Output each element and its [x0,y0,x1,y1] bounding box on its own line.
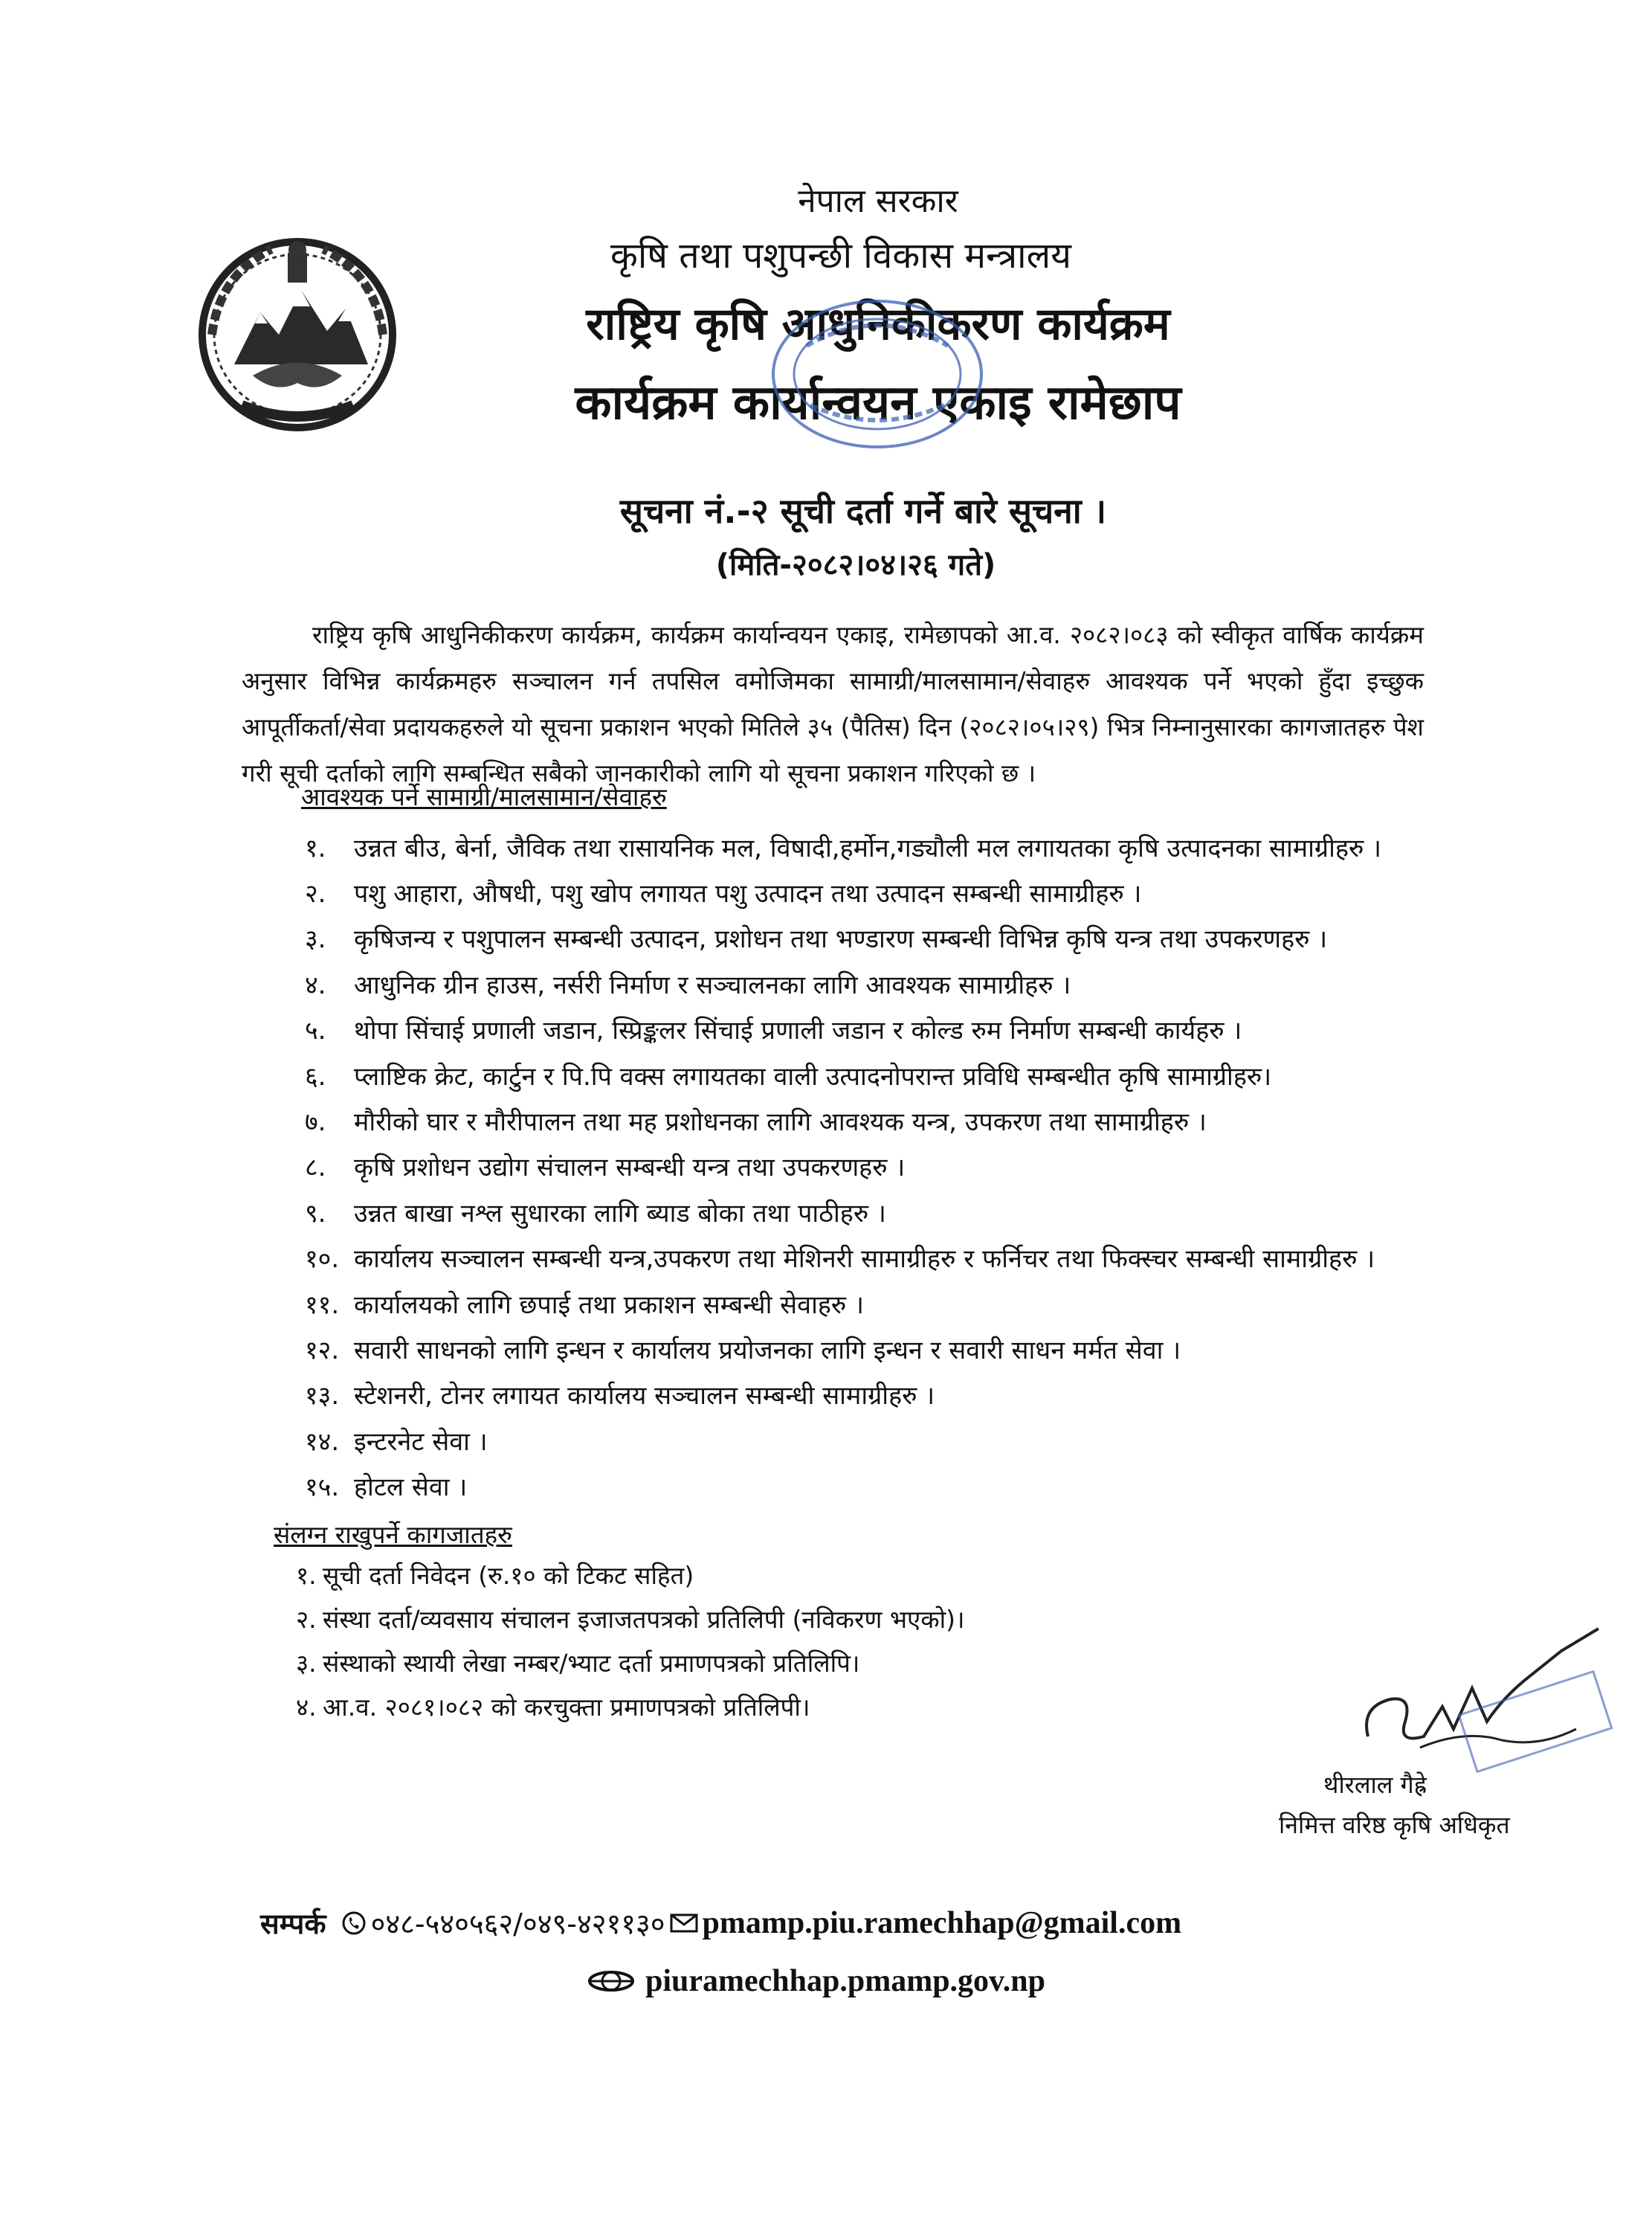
list-item-number: ११. [305,1290,340,1320]
list-item-number: १. [305,833,326,863]
list-item-number: ८. [305,1153,326,1183]
list-item-number: २. [305,879,326,910]
list-item-text: आधुनिक ग्रीन हाउस, नर्सरी निर्माण र सञ्चालनका लागि आवश्यक सामाग्रीहरु । [354,970,1071,1000]
list-item-text: होटल सेवा । [354,1472,468,1503]
list-item-text: थोपा सिंचाई प्रणाली जडान, स्प्रिङ्कलर सिंचाई प्रणाली जडान र कोल्ड रुम निर्माण सम्बन्धी कार्यहरु । [354,1016,1242,1046]
contact-email[interactable]: pmamp.piu.ramechhap@gmail.com [702,1906,1182,1940]
required-items-list [305,824,1584,1509]
notice-date: (मिति-२०८२।०४।२६ गते) [715,548,996,582]
list-item [305,824,1584,869]
office-stamp [766,294,989,454]
required-items-heading: आवश्यक पर्ने सामाग्री/मालसामान/सेवाहरु [301,782,667,811]
list-item [296,1553,1411,1597]
list-item-text: पशु आहारा, औषधी, पशु खोप लगायत पशु उत्पादन तथा उत्पादन सम्बन्धी सामाग्रीहरु । [354,879,1142,910]
list-item [305,869,1584,915]
list-item-text: कार्यालयको लागि छपाई तथा प्रकाशन सम्बन्धी सेवाहरु । [354,1290,864,1320]
phone-icon [341,1910,367,1936]
list-item-number: ५. [305,1016,326,1046]
list-item [305,1463,1584,1508]
list-item-text: संस्थाको स्थायी लेखा नम्बर/भ्याट दर्ता प्रमाणपत्रको प्रतिलिपि। [323,1649,860,1678]
list-item [305,1189,1584,1234]
list-item [296,1641,1411,1684]
contact-line [260,1904,1181,1942]
list-item-number: ४. [296,1693,317,1722]
list-item-number: ७. [305,1107,326,1138]
list-item-text: मौरीको घार र मौरीपालन तथा मह प्रशोधनका लागि आवश्यक यन्त्र, उपकरण तथा सामाग्रीहरु । [354,1107,1207,1138]
list-item-text: सवारी साधनको लागि इन्धन र कार्यालय प्रयोजनका लागि इन्धन र सवारी साधन मर्मत सेवा । [354,1335,1181,1365]
website-url[interactable]: piuramechhap.pmamp.gov.np [645,1964,1045,1998]
program-name: राष्ट्रिय कृषि आधुनिकीकरण कार्यक्रम [586,298,1170,350]
list-item [305,1098,1584,1143]
list-item-number: ६. [305,1061,326,1092]
website-line [587,1963,1045,1999]
list-item [305,1052,1584,1098]
list-item-number: ९. [305,1198,326,1229]
list-item [296,1597,1411,1641]
list-item-text: स्टेशनरी, टोनर लगायत कार्यालय सञ्चालन सम्बन्धी सामाग्रीहरु । [354,1381,935,1411]
list-item-text: कृषि प्रशोधन उद्योग संचालन सम्बन्धी यन्त्र तथा उपकरणहरु । [354,1153,906,1183]
list-item [296,1684,1411,1728]
attached-documents-list [296,1553,1411,1728]
list-item-text: प्लाष्टिक क्रेट, कार्टुन र पि.पि वक्स लगायतका वाली उत्पादनोपरान्त प्रविधि सम्बन्धीत कृषि सामाग्रीहरु। [354,1061,1272,1092]
globe-icon [587,1970,635,1992]
list-item [305,1144,1584,1189]
list-item-number: ३. [305,924,326,955]
email-icon [670,1912,698,1934]
unit-name: कार्यक्रम कार्यान्वयन एकाइ रामेछाप [575,376,1181,431]
list-item-number: १३. [305,1381,340,1411]
list-item-text: इन्टरनेट सेवा । [354,1426,488,1457]
contact-label: सम्पर्क [260,1908,326,1940]
list-item-number: १५. [305,1472,340,1503]
list-item [305,961,1584,1006]
notice-title: सूचना नं.-२ सूची दर्ता गर्ने बारे सूचना । [619,491,1107,531]
list-item-text: सूची दर्ता निवेदन (रु.१० को टिकट सहित) [323,1561,694,1590]
signature [1353,1617,1621,1777]
list-item [305,1372,1584,1417]
list-item-number: २. [296,1605,317,1634]
list-item [305,1326,1584,1371]
list-item-text: उन्नत बीउ, बेर्ना, जैविक तथा रासायनिक मल, विषादी,हर्मोन,गड्यौली मल लगायतका कृषि उत्पादनका सामाग्रीहरु । [354,833,1381,863]
list-item-text: उन्नत बाखा नश्ल सुधारका लागि ब्याड बोका तथा पाठीहरु । [354,1198,886,1229]
list-item-number: १. [296,1561,317,1590]
list-item [305,1007,1584,1052]
list-item [305,1281,1584,1326]
list-item-text: कार्यालय सञ्चालन सम्बन्धी यन्त्र,उपकरण तथा मेशिनरी सामाग्रीहरु र फर्निचर तथा फिक्स्चर सम्बन्धी सामाग्रीहरु । [354,1244,1375,1275]
ministry-name: कृषि तथा पशुपन्छी विकास मन्त्रालय [610,235,1071,277]
contact-phones: ०४८-५४०५६२/०४९-४२११३० [370,1908,665,1940]
list-item-number: ३. [296,1649,317,1678]
notice-intro: राष्ट्रिय कृषि आधुनिकीकरण कार्यक्रम, कार्यक्रम कार्यान्वयन एकाइ, रामेछापको आ.व. २०८२।०८३ को स्वीकृत वार्षिक कार्यक्रम अनुसार विभिन्न कार्यक्रमहरु सञ्चालन गर्न तपसिल वमोजिमका सामाग्री/मालसामान/सेवाहरु आवश्यक पर्ने भएको हुँदा इच्छुक आपूर्तीकर्ता/सेवा प्रदायकहरुले यो सूचना प्रकाशन भएको मितिले ३५ (पैतिस) दिन (२०८२।०५।२९) भित्र निम्नानुसारका कागजातहरु पेश गरी सूची दर्ताको लागि सम्बन्धित सबैको जानकारीको लागि यो सूचना प्रकाशन गरिएको छ । [242,620,1424,788]
signatory-name: थीरलाल गैह्रे [1323,1771,1427,1799]
list-item-number: १४. [305,1426,340,1457]
list-item-number: ४. [305,970,326,1000]
list-item-number: १२. [305,1335,340,1365]
list-item-text: आ.व. २०८१।०८२ को करचुक्ता प्रमाणपत्रको प्रतिलिपी। [323,1693,810,1722]
list-item [305,915,1584,961]
list-item [305,1235,1584,1281]
list-item-text: कृषिजन्य र पशुपालन सम्बन्धी उत्पादन, प्रशोधन तथा भण्डारण सम्बन्धी विभिन्न कृषि यन्त्र तथा उपकरणहरु । [354,924,1328,955]
government-name: नेपाल सरकार [798,182,958,220]
list-item-text: संस्था दर्ता/व्यवसाय संचालन इजाजतपत्रको प्रतिलिपी (नविकरण भएको)। [323,1605,965,1634]
attached-documents-heading: संलग्न राखुपर्ने कागजातहरु [274,1520,512,1549]
list-item [305,1417,1584,1463]
signatory-title: निमित्त वरिष्ठ कृषि अधिकृत [1279,1811,1510,1839]
list-item-number: १०. [305,1244,340,1275]
